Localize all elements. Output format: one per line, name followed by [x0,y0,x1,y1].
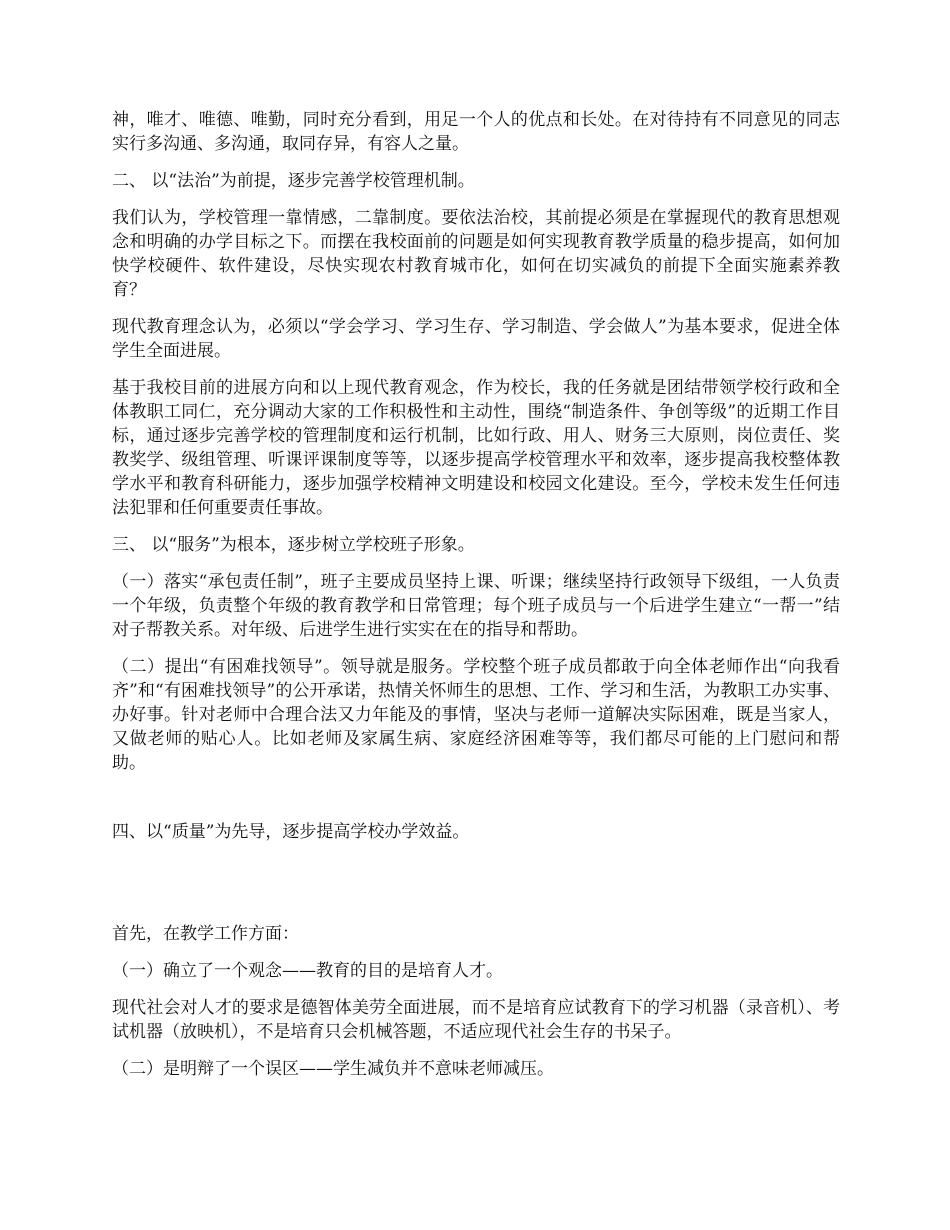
section-heading-2: 二、 以“法治”为前提，逐步完善学校管理机制。 [112,171,475,191]
paragraph-4: 现代教育理念认为，必须以“学会学习、学习生存、学习制造、学会做人”为基本要求，促进全体学生全面进展。 [112,317,840,361]
paragraph-7: （一）落实“承包责任制”，班子主要成员坚持上课、听课；继续坚持行政领导下级组，一人负责一个年级，负责整个年级的教育教学和日常管理；每个班子成员与一个后进学生建立“一帮一”结对子帮教关系。对年级、后进学生进行实实在在的指导和帮助。 [112,572,840,640]
paragraph-1: 神，唯才、唯德、唯勤，同时充分看到，用足一个人的优点和长处。在对待持有不同意见的同志实行多沟通、多沟通，取同存异，有容人之量。 [112,110,840,154]
paragraph-11: （一）确立了一个观念——教育的目的是培育人才。 [112,961,503,981]
paragraph-5: 基于我校目前的进展方向和以上现代教育观念，作为校长，我的任务就是团结带领学校行政和全体教职工同仁，充分调动大家的工作积极性和主动性，围绕“制造条件、争创等级”的近期工作目标，通过逐步完善学校的管理制度和运行机制，比如行政、用人、财务三大原则，岗位责任、奖教奖学、级组管理、听课评课制度等等，以逐步提高学校管理水平和效率，逐步提高我校整体教学水平和教育科研能力，逐步加强学校精神文明建设和校园文化建设。至今，学校未发生任何违法犯罪和任何重要责任事故。 [112,378,840,518]
paragraph-13: （二）是明辩了一个误区——学生减负并不意味老师减压。 [112,1059,554,1079]
paragraph-3: 我们认为，学校管理一靠情感，二靠制度。要依法治校，其前提必须是在掌握现代的教育思想观念和明确的办学目标之下。而摆在我校面前的问题是如何实现教育教学质量的稳步提高，如何加快学校硬件、软件建设，尽快实现农村教育城市化，如何在切实减负的前提下全面实施素养教育？ [112,208,840,300]
paragraph-12: 现代社会对人才的要求是德智体美劳全面进展，而不是培育应试教育下的学习机器（录音机）、考试机器（放映机），不是培育只会机械答题，不适应现代社会生存的书呆子。 [112,998,840,1042]
paragraph-10: 首先，在教学工作方面： [112,924,299,944]
document-body [112,108,840,1094]
paragraph-8: （二）提出“有困难找领导”。领导就是服务。学校整个班子成员都敢于向全体老师作出“向我看齐”和“有困难找领导”的公开承诺，热情关怀师生的思想、工作、学习和生活，为教职工办实事、办好事。针对老师中合理合法又力年能及的事情，坚决与老师一道解决实际困难，既是当家人，又做老师的贴心人。比如老师及家属生病、家庭经济困难等等，我们都尽可能的上门慰问和帮助。 [112,657,840,773]
section-heading-3: 三、 以“服务”为根本，逐步树立学校班子形象。 [112,535,475,555]
section-heading-4: 四、以“质量”为先导，逐步提高学校办学效益。 [112,822,470,842]
